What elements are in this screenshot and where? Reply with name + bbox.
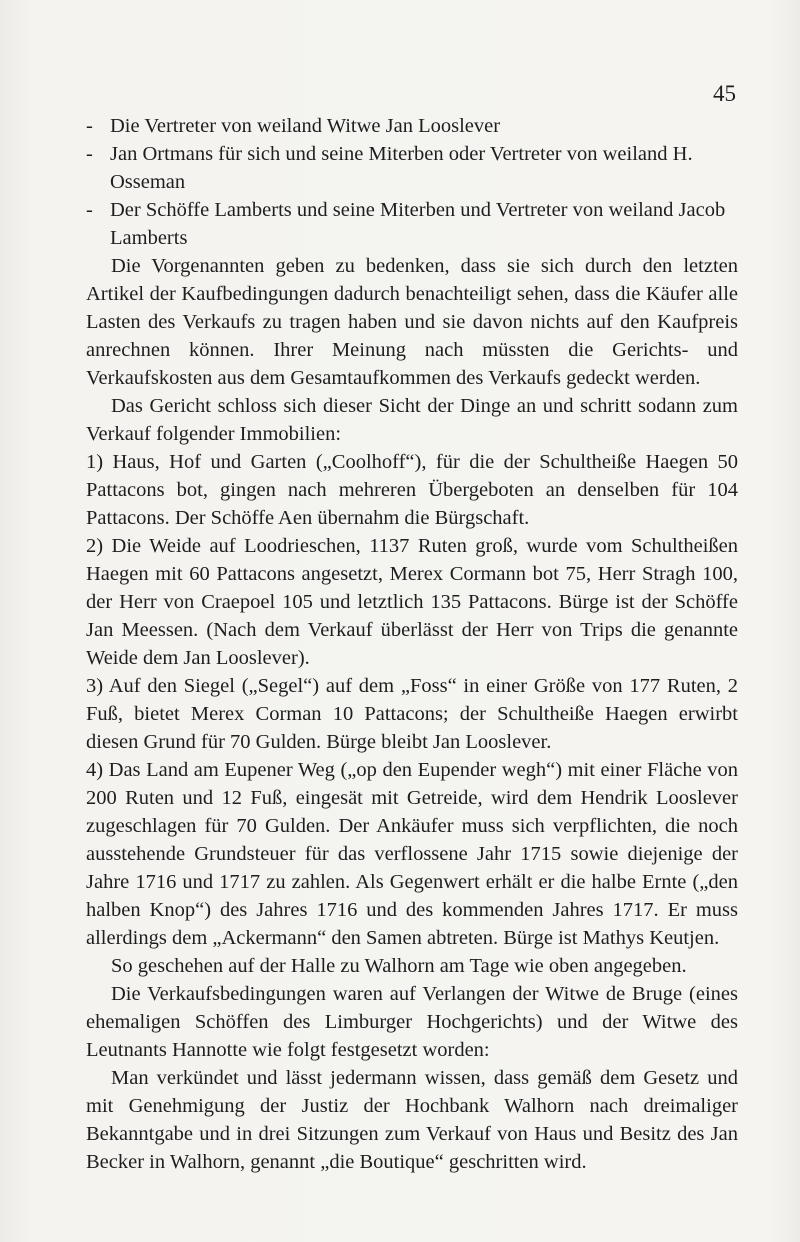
page-number: 45 bbox=[713, 81, 736, 106]
list-item bbox=[86, 140, 738, 196]
paragraph: Man verkündet und lässt jedermann wissen, dass gemäß dem Gesetz und mit Genehmigung der Justiz der Hochbank Walhorn nach dreimaliger Bekanntgabe und in drei Sitzungen zum Verkauf von Haus und Besitz des Jan Becker in Walhorn, genannt „die Boutique“ geschritten wird. bbox=[86, 1067, 738, 1173]
paragraph: Die Verkaufsbedingungen waren auf Verlangen der Witwe de Bruge (eines ehemaligen Schöffen des Limburger Hochgerichts) und der Witwe des Leutnants Hannotte wie folgt festgesetzt worden: bbox=[86, 983, 738, 1061]
numbered-paragraph: 4) Das Land am Eupener Weg („op den Eupender wegh“) mit einer Fläche von 200 Ruten und 12 Fuß, eingesät mit Getreide, wird dem Hendrik Looslever zugeschlagen für 70 Gulden. Der Ankäufer muss sich verpflichten, die noch ausstehende Grundsteuer für das verflossene Jahr 1715 sowie diejenige der Jahre 1716 und 1717 zu zahlen. Als Gegenwert erhält er die halbe Ernte („den halben Knop“) des Jahres 1716 und des kommenden Jahres 1717. Er muss allerdings dem „Ackermann“ den Samen abtreten. Bürge ist Mathys Keutjen. bbox=[86, 759, 738, 949]
page-body bbox=[86, 112, 738, 1176]
list-item-text: Die Vertreter von weiland Witwe Jan Looslever bbox=[110, 115, 501, 137]
list-item bbox=[86, 112, 738, 140]
numbered-paragraph: 3) Auf den Siegel („Segel“) auf dem „Foss“ in einer Größe von 177 Ruten, 2 Fuß, bietet Merex Corman 10 Pattacons; der Schultheiße Haegen erwirbt diesen Grund für 70 Gulden. Bürge bleibt Jan Looslever. bbox=[86, 675, 738, 753]
list-item bbox=[86, 196, 738, 252]
list-dash: - bbox=[86, 199, 93, 221]
paragraph: Die Vorgenannten geben zu bedenken, dass sie sich durch den letzten Artikel der Kaufbedingungen dadurch benachteiligt sehen, dass die Käufer alle Lasten des Verkaufs zu tragen haben und sie davon nichts auf den Kaufpreis anrechnen können. Ihrer Meinung nach müssten die Gerichts- und Verkaufskosten aus dem Gesamtaufkommen des Verkaufs gedeckt werden. bbox=[86, 255, 738, 389]
list-item-text: Der Schöffe Lamberts und seine Miterben und Vertreter von weiland Jacob Lamberts bbox=[110, 199, 726, 249]
list-dash: - bbox=[86, 115, 93, 137]
numbered-paragraph: 1) Haus, Hof und Garten („Coolhoff“), für die der Schultheiße Haegen 50 Pattacons bot, gingen nach mehreren Übergeboten an denselben für 104 Pattacons. Der Schöffe Aen übernahm die Bürgschaft. bbox=[86, 451, 738, 529]
list-dash: - bbox=[86, 143, 93, 165]
paragraph: So geschehen auf der Halle zu Walhorn am Tage wie oben angegeben. bbox=[111, 955, 687, 977]
list-item-text: Jan Ortmans für sich und seine Miterben oder Vertreter von weiland H. Osseman bbox=[110, 143, 693, 193]
paragraph: Das Gericht schloss sich dieser Sicht der Dinge an und schritt sodann zum Verkauf folgender Immobilien: bbox=[86, 395, 738, 445]
numbered-paragraph: 2) Die Weide auf Loodrieschen, 1137 Ruten groß, wurde vom Schultheißen Haegen mit 60 Pattacons angesetzt, Merex Cormann bot 75, Herr Stragh 100, der Herr von Craepoel 105 und letztlich 135 Pattacons. Bürge ist der Schöffe Jan Meessen. (Nach dem Verkauf überlässt der Herr von Trips die genannte Weide dem Jan Looslever). bbox=[86, 535, 738, 669]
